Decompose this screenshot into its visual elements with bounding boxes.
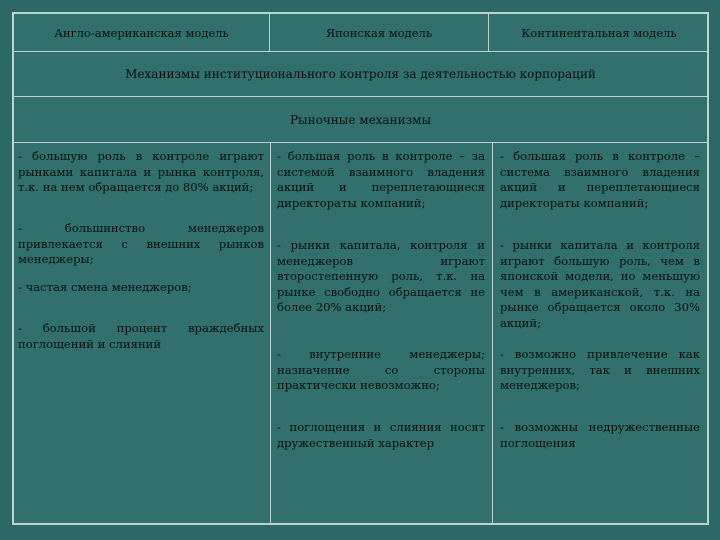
- continental-point-2: - рынки капитала и контроля играют большую роль, чем в японской модели, но меньшую чем в американской, т.к. на рынке обращается около 30% акций;: [500, 238, 700, 330]
- continental-point-4: - возможны недружественные поглощения: [500, 420, 700, 450]
- banner-title: Механизмы институционального контроля за деятельностью корпораций: [125, 66, 596, 81]
- japan-point-2: - рынки капитала, контроля и менеджеров играют второстепенную роль, т.к. на рынке свободно обращается не более 20% акций;: [277, 238, 485, 314]
- japan-point-1: - большая роль в контроле – за системой взаимного владения акций и переплетающиеся директораты компаний;: [277, 149, 485, 210]
- anglo-point-3: - частая смена менеджеров;: [18, 280, 192, 294]
- japan-point-3: - внутренние менеджеры; назначение со стороны практически невозможно;: [277, 347, 485, 392]
- anglo-point-4: - большой процент враждебных поглощений и слияний: [18, 321, 264, 351]
- comparison-table: [12, 12, 709, 525]
- header-continental: Континентальная модель: [521, 25, 677, 40]
- japan-point-4: - поглощения и слияния носят дружественный характер: [277, 420, 485, 450]
- column-divider: [270, 143, 271, 523]
- header-japanese: Японская модель: [325, 25, 433, 40]
- continental-point-1: - большая роль в контроле – система взаимного владения акций и переплетающиеся директораты компаний;: [500, 149, 700, 210]
- header-divider: [488, 14, 489, 51]
- anglo-point-1: - большую роль в контроле играют рынками капитала и рынка контроля, т.к. на нем обращается до 80% акций;: [18, 149, 264, 194]
- row-divider: [14, 142, 707, 143]
- header-divider: [269, 14, 270, 51]
- anglo-point-2: - большинство менеджеров привлекается с внешних рынков менеджеры;: [18, 221, 264, 266]
- header-anglo-american: Англо-американская модель: [54, 25, 229, 40]
- continental-point-3: - возможно привлечение как внутренних, так и внешних менеджеров;: [500, 347, 700, 392]
- column-divider: [492, 143, 493, 523]
- section-title: Рыночные механизмы: [289, 112, 432, 127]
